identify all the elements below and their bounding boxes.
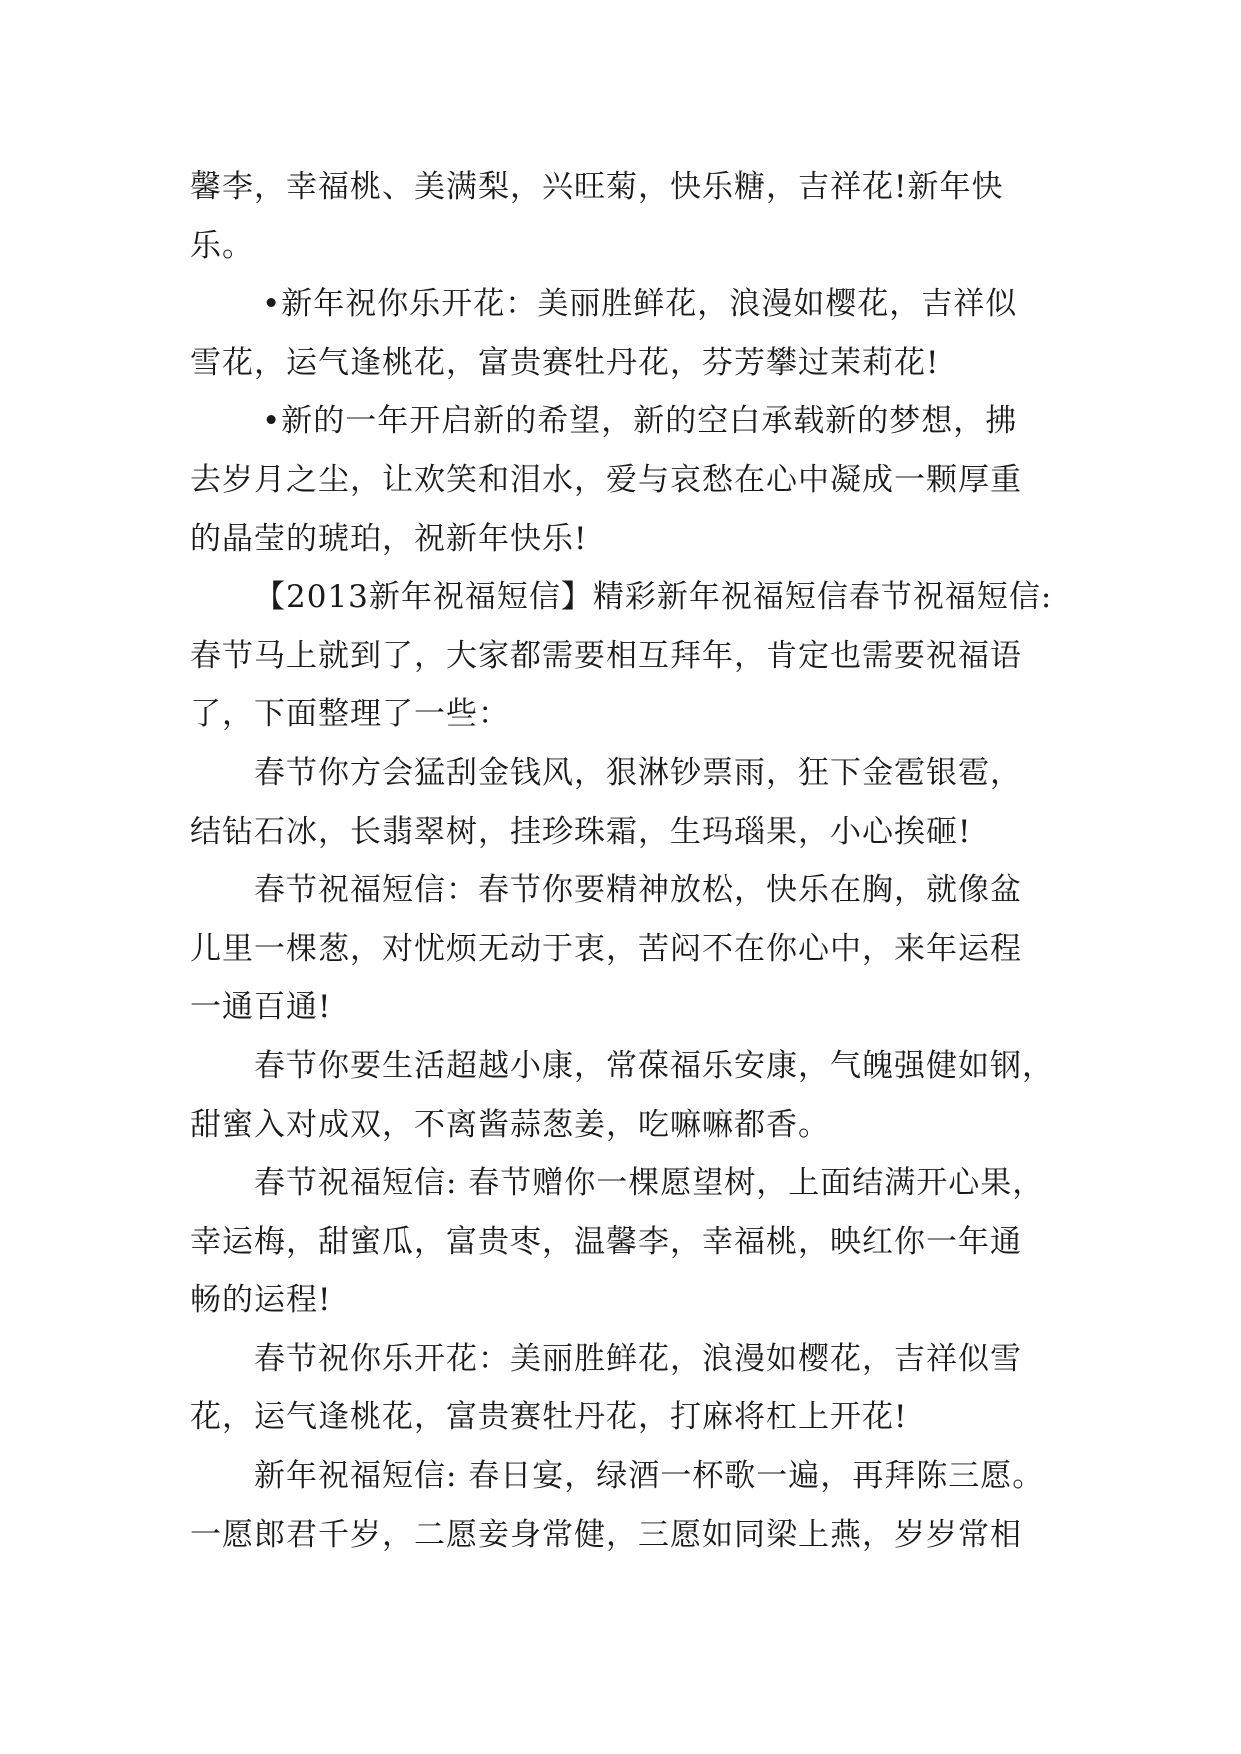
text-line: 结钻石冰，长翡翠树，挂珍珠霜，生玛瑙果，小心挨砸!: [190, 813, 972, 850]
text-line: 畅的运程!: [190, 1282, 332, 1319]
text-line: 乐。: [190, 227, 254, 264]
text-line: 花，运气逢桃花，富贵赛牡丹花，打麻将杠上开花!: [190, 1399, 908, 1436]
text-line: 甜蜜入对成双，不离酱蒜葱姜，吃嘛嘛都香。: [190, 1106, 830, 1143]
text-line: 儿里一棵葱，对忧烦无动于衷，苦闷不在你心中，来年运程: [190, 930, 1022, 967]
text-line: 雪花，运气逢桃花，富贵赛牡丹花，芬芳攀过茉莉花!: [190, 344, 940, 381]
text-line: 了，下面整理了一些：: [190, 696, 510, 733]
section-heading-line: 【2013新年祝福短信】精彩新年祝福短信春节祝福短信:: [254, 579, 1053, 616]
text-line: 幸运梅，甜蜜瓜，富贵枣，温馨李，幸福桃，映红你一年通: [190, 1223, 1022, 1260]
document-body: [190, 158, 1070, 1564]
paragraph-first-line: 春节你方会猛刮金钱风，狠淋钞票雨，狂下金雹银雹，: [254, 754, 1022, 791]
paragraph-first-line: 春节祝福短信: 春节赠你一棵愿望树，上面结满开心果，: [254, 1165, 1045, 1202]
text-line: 馨李，幸福桃、美满梨，兴旺菊，快乐糖，吉祥花!新年快: [190, 169, 1004, 205]
text-line: 一愿郎君千岁，二愿妾身常健，三愿如同梁上燕，岁岁常相: [190, 1516, 1022, 1553]
bullet-line: •新年祝你乐开花：美丽胜鲜花，浪漫如樱花，吉祥似: [262, 286, 1018, 323]
text-line: 去岁月之尘，让欢笑和泪水，爱与哀愁在心中凝成一颗厚重: [190, 461, 1022, 498]
paragraph-first-line: 春节祝福短信：春节你要精神放松，快乐在胸，就像盆: [254, 872, 1022, 909]
paragraph-first-line: 春节祝你乐开花：美丽胜鲜花，浪漫如樱花，吉祥似雪: [254, 1340, 1022, 1377]
text-line: 春节马上就到了，大家都需要相互拜年，肯定也需要祝福语: [190, 637, 1022, 674]
paragraph-first-line: 新年祝福短信: 春日宴，绿酒一杯歌一遍，再拜陈三愿。: [254, 1458, 1045, 1495]
paragraph-first-line: 春节你要生活超越小康，常葆福乐安康，气魄强健如钢，: [254, 1047, 1054, 1084]
text-line: 的晶莹的琥珀，祝新年快乐!: [190, 520, 588, 557]
bullet-line: •新的一年开启新的希望，新的空白承载新的梦想，拂: [262, 403, 1018, 440]
text-line: 一通百通!: [190, 989, 332, 1026]
